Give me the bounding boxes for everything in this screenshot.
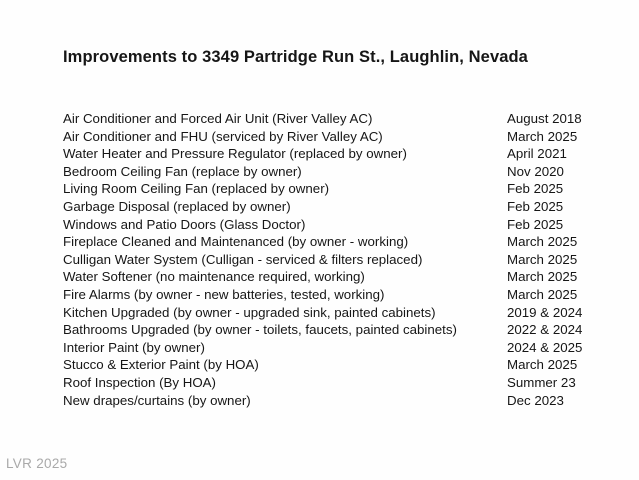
list-item — [63, 286, 603, 304]
improvement-date: Feb 2025 — [507, 181, 564, 197]
improvement-date: Dec 2023 — [507, 392, 564, 408]
improvement-description: Roof Inspection (By HOA) — [63, 374, 216, 390]
list-item — [63, 128, 603, 146]
improvement-date: March 2025 — [507, 286, 578, 302]
improvement-date: March 2025 — [507, 234, 578, 250]
improvement-description: Water Softener (no maintenance required, working) — [63, 269, 365, 285]
improvement-description: Living Room Ceiling Fan (replaced by owner) — [63, 181, 330, 197]
improvement-description: Water Heater and Pressure Regulator (replaced by owner) — [63, 146, 407, 162]
improvement-description: Garbage Disposal (replaced by owner) — [63, 198, 291, 214]
improvement-description: Bedroom Ceiling Fan (replace by owner) — [63, 163, 302, 179]
improvement-date: March 2025 — [507, 128, 578, 144]
improvement-date: March 2025 — [507, 251, 578, 267]
list-item — [63, 374, 603, 392]
list-item — [63, 251, 603, 269]
improvement-date: 2019 & 2024 — [507, 304, 583, 320]
improvement-date: Feb 2025 — [507, 198, 564, 214]
improvement-date: March 2025 — [507, 269, 578, 285]
improvement-date: April 2021 — [507, 146, 567, 162]
improvement-date: 2024 & 2025 — [507, 339, 583, 355]
list-item — [63, 321, 603, 339]
list-item — [63, 216, 603, 234]
list-item — [63, 268, 603, 286]
improvement-description: Air Conditioner and Forced Air Unit (River Valley AC) — [63, 111, 373, 126]
improvement-description: Bathrooms Upgraded (by owner - toilets, faucets, painted cabinets) — [63, 322, 457, 338]
improvement-description: New drapes/curtains (by owner) — [63, 392, 251, 408]
list-item — [63, 163, 603, 181]
list-item — [63, 233, 603, 251]
improvement-description: Interior Paint (by owner) — [63, 339, 205, 355]
list-item — [63, 339, 603, 357]
improvement-description: Windows and Patio Doors (Glass Doctor) — [63, 216, 306, 232]
improvement-description: Air Conditioner and FHU (serviced by River Valley AC) — [63, 128, 383, 144]
improvement-description: Fireplace Cleaned and Maintenanced (by owner - working) — [63, 234, 409, 250]
list-item — [63, 110, 603, 128]
improvement-description: Stucco & Exterior Paint (by HOA) — [63, 357, 259, 373]
improvements-list — [63, 110, 603, 409]
list-item — [63, 304, 603, 322]
improvement-date: Feb 2025 — [507, 216, 564, 232]
list-item — [63, 356, 603, 374]
list-item — [63, 180, 603, 198]
list-item — [63, 145, 603, 163]
improvement-description: Culligan Water System (Culligan - serviced & filters replaced) — [63, 251, 423, 267]
improvement-date: Summer 23 — [507, 374, 576, 390]
watermark-label: LVR 2025 — [6, 456, 68, 471]
improvement-date: Nov 2020 — [507, 163, 564, 179]
list-item — [63, 198, 603, 216]
improvement-date: March 2025 — [507, 357, 578, 373]
improvement-description: Fire Alarms (by owner - new batteries, tested, working) — [63, 286, 385, 302]
improvement-date: August 2018 — [507, 111, 582, 126]
improvement-date: 2022 & 2024 — [507, 322, 583, 338]
improvement-description: Kitchen Upgraded (by owner - upgraded sink, painted cabinets) — [63, 304, 436, 320]
list-item — [63, 392, 603, 410]
page-title: Improvements to 3349 Partridge Run St., Laughlin, Nevada — [63, 48, 528, 66]
